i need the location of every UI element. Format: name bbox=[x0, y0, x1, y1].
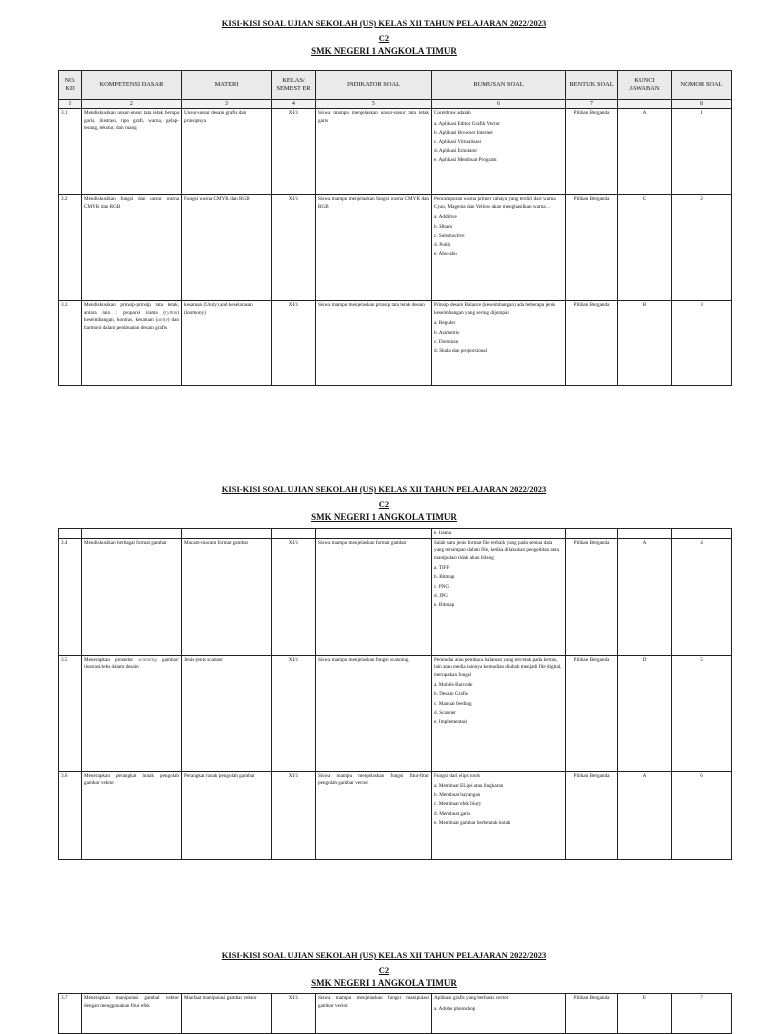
kompetensi-cell: Mendiskusikan fungsi dan unsur warna CMYK dan RGB bbox=[82, 195, 182, 301]
col-materi: MATERI bbox=[182, 71, 272, 100]
kompetensi-text: Menerapkan prosedur bbox=[84, 656, 139, 663]
kompetensi-text: ) dan harmoni dalam pembuatan desain grafis bbox=[84, 317, 179, 331]
table-row bbox=[59, 301, 732, 386]
options-list bbox=[434, 120, 563, 165]
nomor-cell: 2 bbox=[672, 195, 732, 301]
table-row bbox=[59, 771, 732, 859]
col-indikator-soal: INDIKATOR SOAL bbox=[316, 71, 432, 100]
options-list bbox=[434, 319, 563, 355]
materi-cell: Jenis-jenis scanner bbox=[182, 655, 272, 771]
indikator-cell: Siswa mampu menjelaskan prinsip tata letak desain bbox=[316, 301, 432, 386]
document-title: KISI-KISI SOAL UJIAN SEKOLAH (US) KELAS XII TAHUN PELAJARAN 2022/2023 bbox=[221, 950, 547, 960]
kompetensi-italic: rythm bbox=[165, 309, 178, 316]
kd-cell: 3.6 bbox=[59, 771, 82, 859]
bentuk-cell: Pilihan Berganda bbox=[566, 994, 618, 1034]
materi-cell: Unsur-unsur desain grafis dan prinsipnya bbox=[182, 109, 272, 195]
option-item: e. Implementasi bbox=[434, 718, 468, 725]
kunci-cell: B bbox=[618, 301, 672, 386]
option-item: a. Aplikasi Editor Grafik Vector bbox=[434, 120, 501, 127]
option-item: b. Desain Grafis bbox=[434, 691, 468, 698]
option-item: c. Manual feeding bbox=[434, 700, 472, 707]
question-text: Prinsip desain Balance (keseimbangan) ada beberapa jenis keseimbangan yang sering dijumpai bbox=[434, 302, 556, 316]
kompetensi-cell bbox=[82, 301, 182, 386]
option-item: b. Asimetris bbox=[434, 329, 460, 336]
kompetensi-cell bbox=[82, 655, 182, 771]
index-cell: 2 bbox=[82, 100, 182, 109]
school-name: SMK NEGERI 1 ANGKOLA TIMUR bbox=[311, 977, 457, 988]
kelas-cell: XI/1 bbox=[272, 195, 316, 301]
nomor-cell: 1 bbox=[672, 109, 732, 195]
col-bentuk-soal: BENTUK SOAL bbox=[566, 71, 618, 100]
option-item: b. Bitmap bbox=[434, 574, 455, 581]
indikator-cell: Siswa mampu menjelaskan fungsi manipulasi gambar vector bbox=[316, 994, 432, 1034]
kompetensi-cell: Mendiskusikan berbagai format gambar bbox=[82, 538, 182, 655]
option-item: c. PNG bbox=[434, 583, 450, 590]
index-cell: 3 bbox=[182, 100, 272, 109]
option-item: a. Reguler bbox=[434, 320, 456, 327]
page-header bbox=[0, 950, 768, 989]
document-code: C2 bbox=[378, 965, 390, 976]
indikator-cell: Siswa mampu menjelaskan fungsi fitur-fitur pengolah gambar vector bbox=[316, 771, 432, 859]
kelas-cell: XI/1 bbox=[272, 301, 316, 386]
option-item: a. Mobile Barcode bbox=[434, 682, 473, 689]
index-cell: 7 bbox=[566, 100, 618, 109]
kunci-cell: D bbox=[618, 655, 672, 771]
option-item: a. TIFF bbox=[434, 565, 450, 572]
table-row bbox=[59, 538, 732, 655]
page-header bbox=[0, 18, 768, 57]
document-title: KISI-KISI SOAL UJIAN SEKOLAH (US) KELAS XII TAHUN PELAJARAN 2022/2023 bbox=[221, 18, 547, 28]
bentuk-cell: Pilihan Berganda bbox=[566, 109, 618, 195]
option-item: e. Membuat gambar berbentuk kotak bbox=[434, 819, 511, 826]
option-item: d. Membuat garis bbox=[434, 810, 471, 817]
materi-cell: Manfaat manipulasi gambar vektor bbox=[182, 994, 272, 1034]
materi-cell: Perangkat lunak pengolah gambar bbox=[182, 771, 272, 859]
school-name: SMK NEGERI 1 ANGKOLA TIMUR bbox=[311, 511, 457, 522]
bentuk-cell: Pilihan Berganda bbox=[566, 771, 618, 859]
kunci-cell: C bbox=[618, 195, 672, 301]
kisi-table-3 bbox=[58, 993, 732, 1034]
kisi-table-2 bbox=[58, 528, 732, 860]
question-text: Pemindai atau pembaca halaman yang tercetak pada kertas, lain atau media lainnya kemudian diubah menjadi file digital, merupakan fungsi bbox=[434, 656, 562, 678]
bentuk-cell: Pilihan Berganda bbox=[566, 301, 618, 386]
option-item: d. Aplikasi Emulator bbox=[434, 148, 478, 155]
options-list bbox=[434, 213, 563, 258]
col-kelas-semester: KELAS/ SEMEST ER bbox=[272, 71, 316, 100]
index-cell: 5 bbox=[316, 100, 432, 109]
indikator-cell: Siswa mampu menjelaskan format gambar bbox=[316, 538, 432, 655]
question-text: Pencampuran warna primer cahaya yang terdiri dari warna Cyan, Magenta dan Yellow akan menghasilkan warna… bbox=[434, 196, 556, 210]
options-list bbox=[434, 681, 563, 726]
kompetensi-cell: Menerapkan perangkat lunak pengolah gambar vektor bbox=[82, 771, 182, 859]
nomor-cell: 5 bbox=[672, 655, 732, 771]
table-row bbox=[59, 655, 732, 771]
option-item: a. Additive bbox=[434, 214, 457, 221]
column-index-row bbox=[59, 100, 732, 109]
kelas-cell: XI/1 bbox=[272, 655, 316, 771]
option-item: d. JPG bbox=[434, 592, 448, 599]
option-item: c. Substractive bbox=[434, 232, 465, 239]
kompetensi-cell: Menerapkan manipulasi gambar vektor dengan menggunakan fitur efek bbox=[82, 994, 182, 1034]
kelas-cell: XI/1 bbox=[272, 771, 316, 859]
rumusan-cell bbox=[432, 655, 566, 771]
question-text: Salah satu jenis format file terbaik yang pada semua data yang tersimpan dalam file, ketika dilakukan pengeditan atau manipulasi tidak akan hilang bbox=[434, 539, 560, 561]
question-text: Fungsi dari elips tools bbox=[434, 772, 480, 779]
indikator-cell: Siswa mampu menjelaskan unsur-unsur tata letak garis bbox=[316, 109, 432, 195]
kisi-table-1 bbox=[58, 70, 732, 386]
col-kunci-jawaban: KUNCI JAWABAN bbox=[618, 71, 672, 100]
table-row bbox=[59, 994, 732, 1034]
kelas-cell: XI/1 bbox=[272, 538, 316, 655]
index-cell: 6 bbox=[432, 100, 566, 109]
options-list bbox=[434, 1005, 563, 1014]
option-item: d. Putih bbox=[434, 241, 451, 248]
materi-cell: Fungsi warna CMYK dan RGB bbox=[182, 195, 272, 301]
materi-cell: Macam-macam format gambar bbox=[182, 538, 272, 655]
indikator-cell: Siswa mampu menjelaskan fungsi scanning bbox=[316, 655, 432, 771]
table-row bbox=[59, 195, 732, 301]
rumusan-cell bbox=[432, 538, 566, 655]
kd-cell: 3.2 bbox=[59, 195, 82, 301]
kunci-cell: E bbox=[618, 994, 672, 1034]
kd-cell: 3.4 bbox=[59, 538, 82, 655]
option-item: c. Dominan bbox=[434, 338, 459, 345]
materi-cell: kesatuan (Unity) and keselarasan (harmony) bbox=[182, 301, 272, 386]
kompetensi-text: Mendiskusikan prinsip-prinsip tata letak, antara lain : proporsi irama ( bbox=[84, 302, 179, 316]
table-row bbox=[59, 109, 732, 195]
document-code: C2 bbox=[378, 499, 390, 510]
index-cell: 8 bbox=[672, 100, 732, 109]
kunci-cell: A bbox=[618, 109, 672, 195]
index-cell: 4 bbox=[272, 100, 316, 109]
col-no-kd: NO. KD bbox=[59, 71, 82, 100]
page-header bbox=[0, 484, 768, 523]
school-name: SMK NEGERI 1 ANGKOLA TIMUR bbox=[311, 45, 457, 56]
options-list bbox=[434, 564, 563, 609]
indikator-cell: Siswa mampu menjelaskan fungsi warna CMYK dan RGB bbox=[316, 195, 432, 301]
option-item: a. Adobe photoshop bbox=[434, 1005, 476, 1012]
bentuk-cell: Pilihan Berganda bbox=[566, 538, 618, 655]
options-list bbox=[434, 782, 563, 827]
kunci-cell: A bbox=[618, 771, 672, 859]
option-item: e. Bitmap bbox=[434, 601, 455, 608]
kelas-cell: XI/1 bbox=[272, 994, 316, 1034]
nomor-cell: 4 bbox=[672, 538, 732, 655]
col-nomor-soal: NOMOR SOAL bbox=[672, 71, 732, 100]
option-item: d. Skala dan proporsional bbox=[434, 347, 488, 354]
option-item: d. Scanner bbox=[434, 709, 456, 716]
col-rumusan-soal: RUMUSAN SOAL bbox=[432, 71, 566, 100]
kompetensi-text: gambar/ ilustrasi/teks dalam desain bbox=[84, 656, 179, 671]
carry-over-option: e. Irama bbox=[432, 529, 566, 539]
index-cell: 1 bbox=[59, 100, 82, 109]
document-code: C2 bbox=[378, 33, 390, 44]
kd-cell: 3.3 bbox=[59, 301, 82, 386]
kompetensi-text: ) keseimbangan, kontras, kesatuan ( bbox=[84, 309, 179, 324]
bentuk-cell: Pilihan Berganda bbox=[566, 195, 618, 301]
kd-cell: 3.1 bbox=[59, 109, 82, 195]
rumusan-cell bbox=[432, 771, 566, 859]
col-kompetensi-dasar: KOMPETENSI DASAR bbox=[82, 71, 182, 100]
kelas-cell: XI/1 bbox=[272, 109, 316, 195]
kunci-cell: A bbox=[618, 538, 672, 655]
document-title: KISI-KISI SOAL UJIAN SEKOLAH (US) KELAS XII TAHUN PELAJARAN 2022/2023 bbox=[221, 484, 547, 494]
option-item: a. Membuat ELips atau lingkaran bbox=[434, 783, 504, 790]
option-item: e. Aplikasi Membuat Program bbox=[434, 157, 497, 164]
question-text: Coreldraw adalah bbox=[434, 110, 471, 117]
nomor-cell: 3 bbox=[672, 301, 732, 386]
rumusan-cell bbox=[432, 195, 566, 301]
table-row bbox=[59, 529, 732, 539]
option-item: c. Aplikasi Virtualisasi bbox=[434, 139, 481, 146]
nomor-cell: 7 bbox=[672, 994, 732, 1034]
option-item: b. Hitam bbox=[434, 223, 453, 230]
kd-cell: 3.5 bbox=[59, 655, 82, 771]
index-cell bbox=[618, 100, 672, 109]
rumusan-cell bbox=[432, 994, 566, 1034]
bentuk-cell: Pilihan Berganda bbox=[566, 655, 618, 771]
rumusan-cell bbox=[432, 109, 566, 195]
rumusan-cell bbox=[432, 301, 566, 386]
question-text: Aplikasi grafis yang berbasis vector bbox=[434, 995, 509, 1001]
kompetensi-cell: Mendiskusikan unsur-unsur tata letak berupa garis, ilustrasi, tipo grafi, warna, gelap-terang, tekstur, dan ruang bbox=[82, 109, 182, 195]
option-item: b. Aplikasi Browser Internet bbox=[434, 130, 493, 137]
kompetensi-italic: scanning bbox=[138, 656, 157, 663]
option-item: b. Membuat bayangan bbox=[434, 792, 481, 799]
kd-cell: 3.7 bbox=[59, 994, 82, 1034]
option-item: e. Abu-abu bbox=[434, 250, 457, 257]
kompetensi-italic: unity bbox=[157, 317, 168, 324]
nomor-cell: 6 bbox=[672, 771, 732, 859]
option-item: c. Membuat efek blury bbox=[434, 801, 482, 808]
table-header-row bbox=[59, 71, 732, 100]
